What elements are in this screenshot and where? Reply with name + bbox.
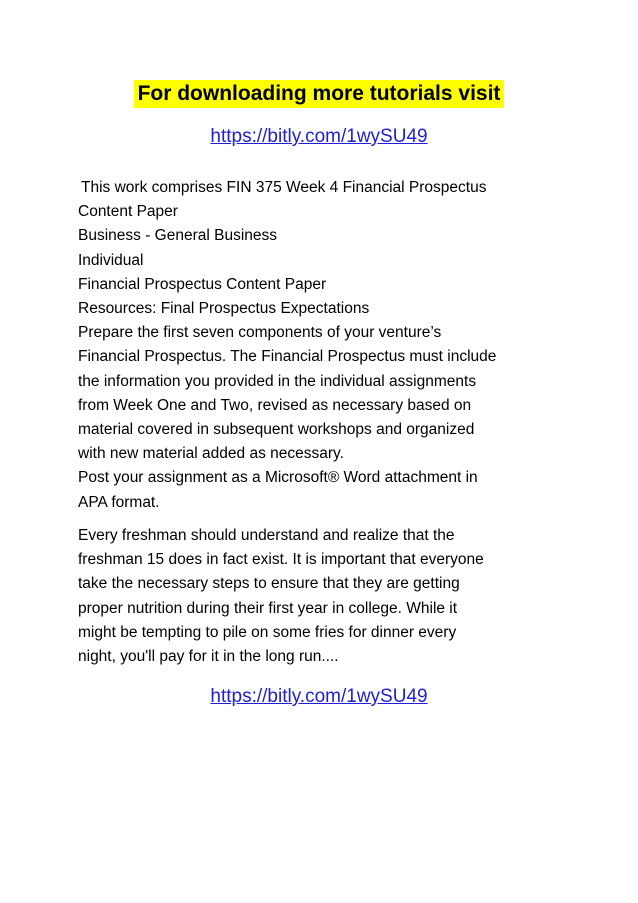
description-line: Business - General Business [78, 227, 278, 245]
header-title: For downloading more tutorials visit [134, 80, 505, 108]
description-line: with new material added as necessary. [78, 445, 344, 463]
description-line: Financial Prospectus Content Paper [78, 275, 327, 293]
top-link-container [0, 124, 638, 150]
description-line: Content Paper [78, 203, 178, 221]
description-line: Post your assignment as a Microsoft® Word attachment in [78, 469, 478, 487]
freshman-paragraph [78, 524, 558, 669]
description-line: Prepare the first seven components of your venture’s [78, 324, 442, 342]
description-line: Resources: Final Prospectus Expectations [78, 300, 370, 318]
paragraph-line: freshman 15 does in fact exist. It is important that everyone [78, 551, 484, 569]
description-line: the information you provided in the individual assignments [78, 372, 477, 390]
paragraph-line: night, you'll pay for it in the long run.... [78, 648, 339, 666]
description-line: from Week One and Two, revised as necessary based on [78, 396, 472, 414]
description-line: material covered in subsequent workshops and organized [78, 421, 475, 439]
paragraph-line: take the necessary steps to ensure that they are getting [78, 575, 460, 593]
top-link[interactable]: https://bitly.com/1wySU49 [210, 126, 428, 147]
description-line: APA format. [78, 493, 160, 511]
paragraph-line: might be tempting to pile on some fries for dinner every [78, 623, 457, 641]
bottom-link-container [0, 684, 638, 710]
bottom-link[interactable]: https://bitly.com/1wySU49 [210, 686, 428, 707]
header [0, 80, 638, 108]
paragraph-line: proper nutrition during their first year in college. While it [78, 599, 458, 617]
description-block [78, 176, 558, 515]
description-line: Financial Prospectus. The Financial Prospectus must include [78, 348, 497, 366]
description-line: This work comprises FIN 375 Week 4 Financial Prospectus [81, 179, 487, 196]
description-line: Individual [78, 251, 144, 269]
paragraph-line: Every freshman should understand and realize that the [78, 527, 455, 544]
